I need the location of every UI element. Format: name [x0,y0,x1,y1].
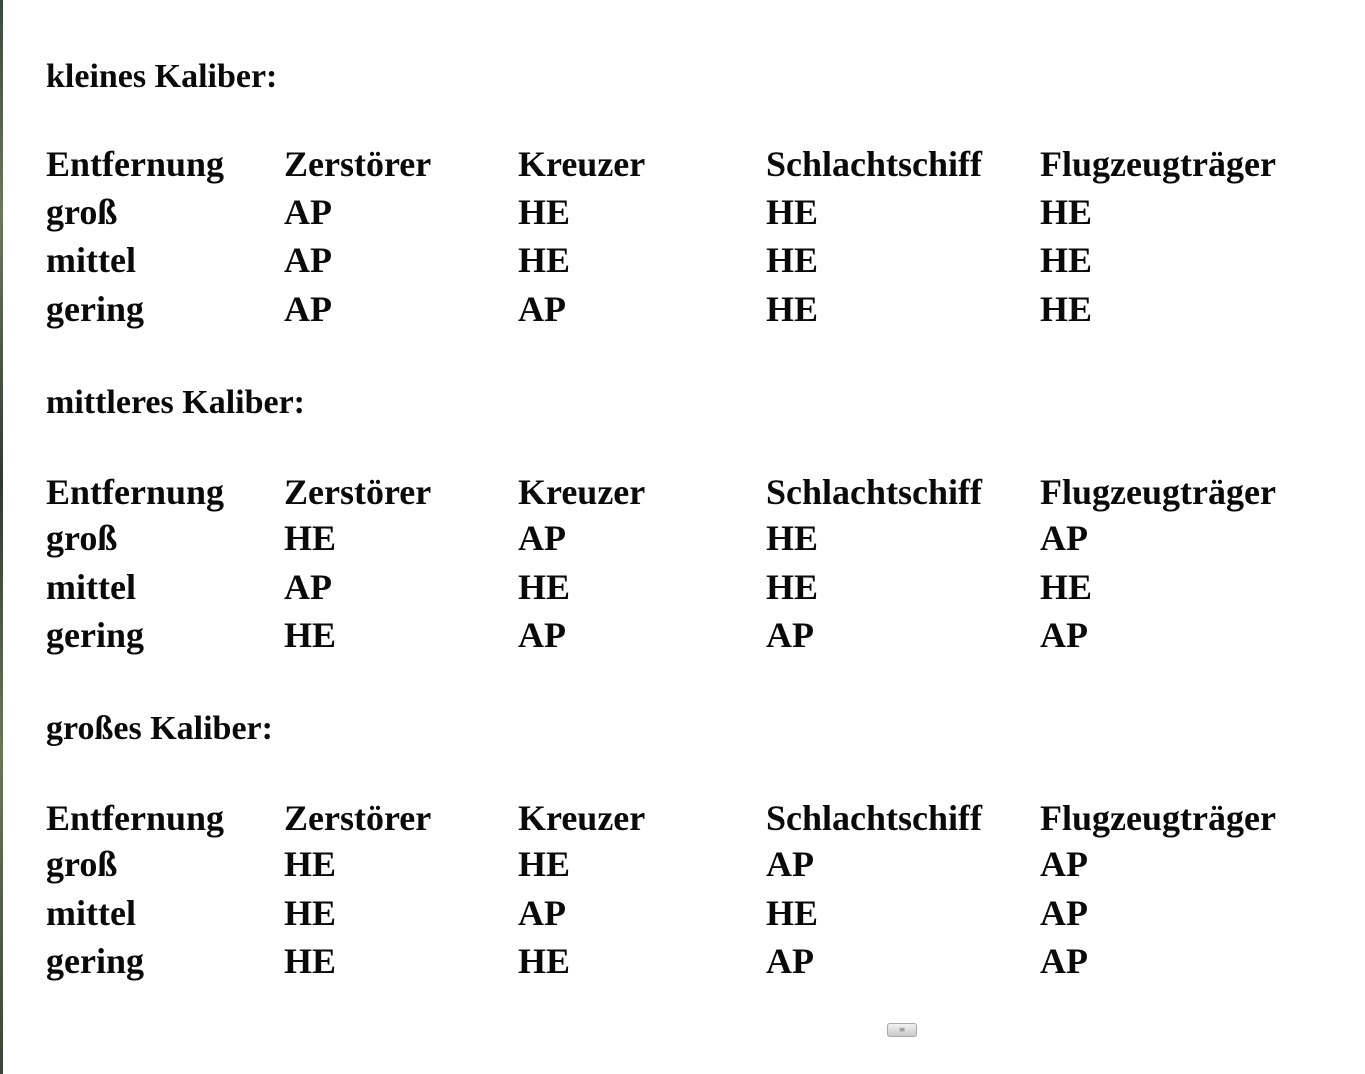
ammo-cell: AP [1040,844,1088,884]
ammo-cell: AP [518,893,566,933]
ammo-cell: HE [518,941,571,981]
column-header-distance: Entfernung [46,144,225,184]
ammo-cell: AP [284,289,332,329]
column-header-battleship: Schlachtschiff [766,798,982,838]
ammo-cell: AP [284,240,332,280]
window-edge [0,0,3,1074]
ammo-cell: AP [1040,615,1088,655]
section-heading-large-caliber: großes Kaliber: [46,710,273,747]
ammo-cell: HE [518,844,571,884]
column-header-cruiser: Kreuzer [518,144,646,184]
scroll-handle[interactable] [887,1023,917,1037]
row-label-range: mittel [46,240,136,280]
ammo-cell: AP [518,615,566,655]
ammo-cell: HE [766,567,819,607]
row-label-range: mittel [46,893,136,933]
column-header-carrier: Flugzeugträger [1040,798,1276,838]
ammo-cell: HE [518,240,571,280]
ammo-cell: AP [1040,518,1088,558]
ammo-cell: AP [766,941,814,981]
column-header-cruiser: Kreuzer [518,798,646,838]
section-heading-small-caliber: kleines Kaliber: [46,58,278,95]
ammo-cell: HE [766,240,819,280]
ammo-cell: HE [766,192,819,232]
row-label-range: groß [46,192,118,232]
ammo-cell: AP [518,289,566,329]
ammo-cell: HE [1040,289,1093,329]
ammo-cell: AP [284,567,332,607]
row-label-range: groß [46,844,118,884]
section-heading-medium-caliber: mittleres Kaliber: [46,384,306,421]
ammo-cell: HE [1040,240,1093,280]
column-header-distance: Entfernung [46,472,225,512]
ammo-cell: HE [284,893,337,933]
ammo-cell: HE [284,518,337,558]
row-label-range: gering [46,615,144,655]
ammo-cell: AP [766,844,814,884]
row-label-range: gering [46,941,144,981]
column-header-cruiser: Kreuzer [518,472,646,512]
row-label-range: gering [46,289,144,329]
ammo-cell: AP [1040,941,1088,981]
ammo-cell: HE [284,844,337,884]
column-header-battleship: Schlachtschiff [766,144,982,184]
ammo-cell: HE [518,192,571,232]
ammo-cell: HE [766,289,819,329]
ammo-cell: AP [284,192,332,232]
grip-icon: ≡ [898,1025,906,1034]
column-header-battleship: Schlachtschiff [766,472,982,512]
ammo-cell: AP [518,518,566,558]
ammo-cell: HE [284,941,337,981]
ammo-cell: HE [1040,192,1093,232]
column-header-destroyer: Zerstörer [284,472,432,512]
ammo-cell: HE [766,518,819,558]
row-label-range: mittel [46,567,136,607]
column-header-destroyer: Zerstörer [284,144,432,184]
column-header-carrier: Flugzeugträger [1040,144,1276,184]
ammo-cell: HE [284,615,337,655]
column-header-carrier: Flugzeugträger [1040,472,1276,512]
ammo-cell: HE [518,567,571,607]
ammo-cell: HE [766,893,819,933]
column-header-destroyer: Zerstörer [284,798,432,838]
ammo-cell: AP [1040,893,1088,933]
row-label-range: groß [46,518,118,558]
ammo-cell: AP [766,615,814,655]
ammo-cell: HE [1040,567,1093,607]
column-header-distance: Entfernung [46,798,225,838]
